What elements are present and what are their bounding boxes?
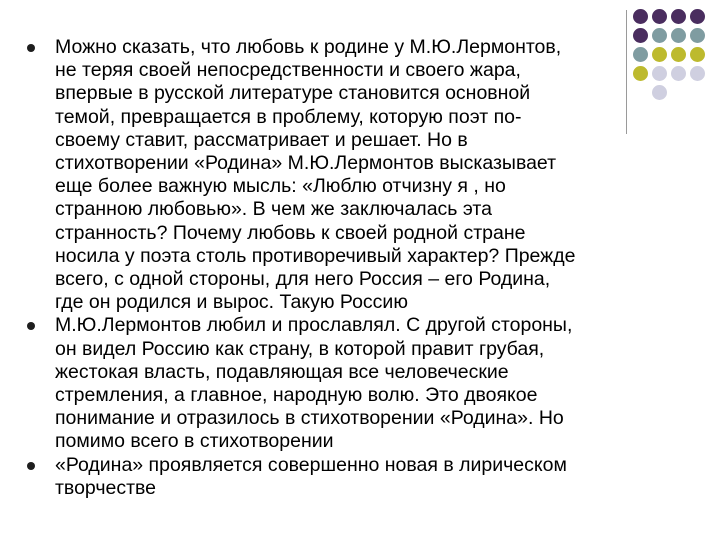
bullet-dot-icon xyxy=(27,44,35,52)
dot-placeholder xyxy=(671,85,686,100)
decorative-dot xyxy=(633,9,648,24)
decorative-dot xyxy=(671,66,686,81)
vertical-divider xyxy=(626,10,627,134)
bullet-text-line: еще более важную мысль: «Люблю отчизну я , но xyxy=(55,175,506,198)
decorative-dot-grid xyxy=(633,9,705,100)
bullet-list xyxy=(24,36,624,500)
bullet-text-line: не теряя своей непосредственности и своего жара, xyxy=(55,59,521,82)
bullet-text-line: всего, с одной стороны, для него Россия – его Родина, xyxy=(55,268,551,291)
bullet-text-line: странность? Почему любовь к своей родной стране xyxy=(55,221,526,244)
decorative-dot xyxy=(652,85,667,100)
bullet-text-line: впервые в русской литературе становится основной xyxy=(55,82,531,105)
bullet-text-line: носила у поэта столь противоречивый характер? Прежде xyxy=(55,244,576,267)
decorative-dot xyxy=(690,9,705,24)
bullet-text-line: странною любовью». В чем же заключалась эта xyxy=(55,198,492,221)
decorative-dot xyxy=(633,47,648,62)
decorative-dot xyxy=(633,28,648,43)
bullet-item xyxy=(24,454,624,500)
decorative-dot xyxy=(690,47,705,62)
bullet-dot-icon xyxy=(27,322,35,330)
dot-placeholder xyxy=(633,85,648,100)
bullet-text-line: помимо всего в стихотворении xyxy=(55,430,334,453)
decorative-dot xyxy=(671,9,686,24)
decorative-dot xyxy=(671,47,686,62)
bullet-text-line: где он родился и вырос. Такую Россию xyxy=(55,291,408,314)
dot-placeholder xyxy=(690,85,705,100)
decorative-dot xyxy=(671,28,686,43)
bullet-text-line: он видел Россию как страну, в которой правит грубая, xyxy=(55,337,545,360)
bullet-dot-icon xyxy=(27,462,35,470)
decorative-dot xyxy=(633,66,648,81)
decorative-dot xyxy=(652,47,667,62)
decorative-dot xyxy=(690,66,705,81)
bullet-text-line: стремления, а главное, народную волю. Это двоякое xyxy=(55,384,538,407)
bullet-text-line: «Родина» проявляется совершенно новая в лирическом xyxy=(55,453,567,476)
decorative-dot xyxy=(652,28,667,43)
bullet-text-line: своему ставит, рассматривает и решает. Но в xyxy=(55,128,468,151)
bullet-text-line: творчестве xyxy=(55,476,157,499)
decorative-dot xyxy=(652,9,667,24)
bullet-text-line: Можно сказать, что любовь к родине у М.Ю.Лермонтов, xyxy=(55,36,562,58)
bullet-text-line: жестокая власть, подавляющая все человеческие xyxy=(55,360,509,383)
bullet-text-line: М.Ю.Лермонтов любил и прославлял. С другой стороны, xyxy=(55,314,573,337)
bullet-text-line: стихотворении «Родина» М.Ю.Лермонтов высказывает xyxy=(55,152,557,175)
bullet-item xyxy=(24,314,624,453)
bullet-item xyxy=(24,36,624,314)
decorative-dot xyxy=(690,28,705,43)
bullet-text-line: темой, превращается в проблему, которую поэт по- xyxy=(55,105,522,128)
decorative-dot xyxy=(652,66,667,81)
bullet-text-line: понимание и отразилось в стихотворении «Родина». Но xyxy=(55,407,564,430)
